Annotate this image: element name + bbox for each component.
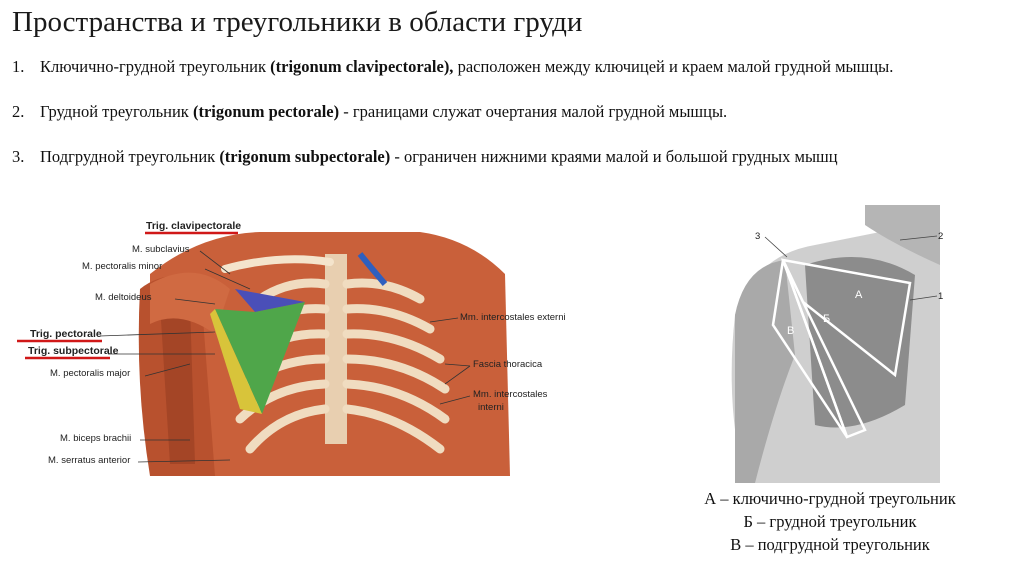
item-description: расположен между ключицей и краем малой грудной мышцы. (453, 57, 894, 76)
label-subclavius: M. subclavius (132, 244, 190, 255)
figure-letter-b: Б (823, 313, 831, 325)
item-text: Подгрудной треугольник (40, 147, 220, 166)
label-pectoralis-minor: M. pectoralis minor (82, 261, 163, 272)
item-latin-term: (trigonum clavipectorale), (270, 57, 454, 76)
figure-number-3: 3 (755, 231, 761, 242)
label-trig-pectorale: Trig. pectorale (30, 328, 102, 340)
item-latin-term: (trigonum subpectorale) (219, 147, 391, 166)
figure-legend (650, 487, 1010, 556)
item-text: Грудной треугольник (40, 102, 193, 121)
label-intercostales-externi: Mm. intercostales externi (460, 312, 566, 323)
item-description: - ограничен нижними краями малой и большой грудных мышц (390, 147, 838, 166)
figure-number-1: 1 (938, 291, 944, 302)
label-fascia-thoracica: Fascia thoracica (473, 359, 543, 370)
label-trig-clavipectorale: Trig. clavipectorale (146, 220, 242, 232)
item-description: - границами служат очертания малой грудной мышцы. (339, 102, 728, 121)
figure-letter-v: В (787, 325, 795, 337)
figure-letter-a: А (855, 289, 863, 301)
legend-item-a: А – ключично-грудной треугольник (704, 489, 956, 508)
figure-number-2: 2 (938, 231, 944, 242)
label-interni: interni (478, 402, 504, 413)
page-title: Пространства и треугольники в области груди (12, 6, 583, 38)
item-number: 3. (12, 147, 25, 166)
list-item (12, 56, 1002, 77)
triangle-list (12, 56, 1002, 167)
item-number: 1. (12, 57, 25, 76)
list-item (12, 101, 1002, 122)
label-intercostales-interni: Mm. intercostales (473, 389, 548, 400)
anatomy-illustration-color (0, 214, 590, 476)
legend-item-v: В – подгрудной треугольник (730, 535, 930, 554)
list-item (12, 146, 1002, 167)
item-text: Ключично-грудной треугольник (40, 57, 271, 76)
item-latin-term: (trigonum pectorale) (192, 102, 340, 121)
anatomy-illustration-grayscale (715, 205, 945, 483)
label-trig-subpectorale: Trig. subpectorale (28, 345, 119, 357)
label-biceps-brachii: M. biceps brachii (60, 433, 132, 444)
grayscale-drawing (715, 205, 945, 483)
label-pectoralis-major: M. pectoralis major (50, 368, 131, 379)
label-deltoideus: M. deltoideus (95, 292, 152, 303)
label-serratus-anterior: M. serratus anterior (48, 455, 131, 466)
item-number: 2. (12, 102, 25, 121)
legend-item-b: Б – грудной треугольник (743, 512, 917, 531)
